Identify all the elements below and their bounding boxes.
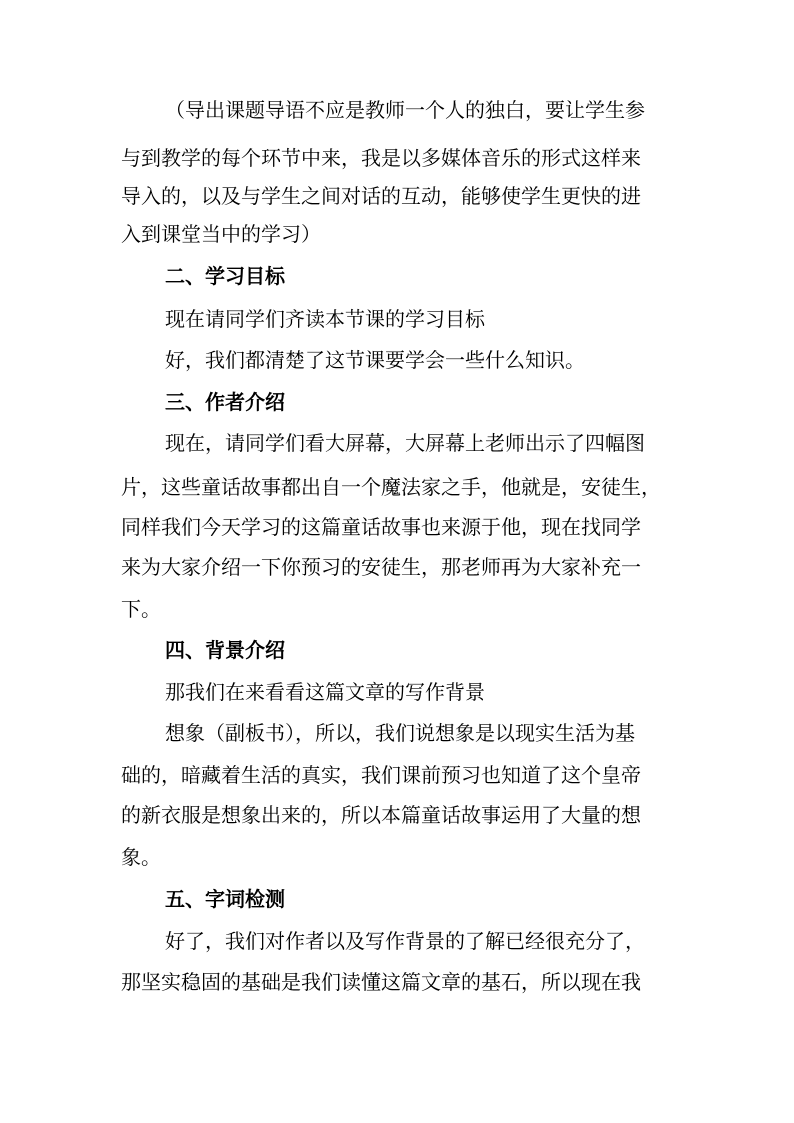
background-line-5: 象。	[121, 845, 161, 869]
section-heading-author: 三、作者介绍	[165, 390, 285, 414]
objectives-line-1: 现在请同学们齐读本节课的学习目标	[165, 307, 485, 331]
background-line-4: 的新衣服是想象出来的，所以本篇童话故事运用了大量的想	[121, 803, 641, 827]
intro-line-4: 入到课堂当中的学习）	[121, 222, 321, 246]
author-line-1: 现在，请同学们看大屏幕，大屏幕上老师出示了四幅图	[165, 431, 645, 455]
section-heading-objectives: 二、学习目标	[165, 264, 285, 288]
section-heading-words: 五、字词检测	[165, 887, 285, 911]
intro-line-1: （导出课题导语不应是教师一个人的独白，要让学生参	[165, 98, 645, 122]
words-line-1: 好了，我们对作者以及写作背景的了解已经很充分了，	[165, 929, 645, 953]
background-line-2: 想象（副板书），所以，我们说想象是以现实生活为基	[165, 721, 635, 745]
background-line-3: 础的，暗藏着生活的真实，我们课前预习也知道了这个皇帝	[121, 763, 641, 787]
author-line-4: 来为大家介绍一下你预习的安徒生，那老师再为大家补充一	[121, 555, 641, 579]
objectives-line-2: 好，我们都清楚了这节课要学会一些什么知识。	[165, 348, 585, 372]
intro-line-3: 导入的，以及与学生之间对话的互动，能够使学生更快的进	[121, 184, 641, 208]
intro-line-2: 与到教学的每个环节中来，我是以多媒体音乐的形式这样来	[121, 146, 641, 170]
words-line-2: 那坚实稳固的基础是我们读懂这篇文章的基石，所以现在我	[121, 970, 641, 994]
background-line-1: 那我们在来看看这篇文章的写作背景	[165, 680, 485, 704]
author-line-2: 片，这些童话故事都出自一个魔法家之手，他就是，安徒生，	[121, 475, 661, 499]
author-line-3: 同样我们今天学习的这篇童话故事也来源于他，现在找同学	[121, 515, 641, 539]
section-heading-background: 四、背景介绍	[165, 638, 285, 662]
author-line-5: 下。	[121, 597, 161, 621]
